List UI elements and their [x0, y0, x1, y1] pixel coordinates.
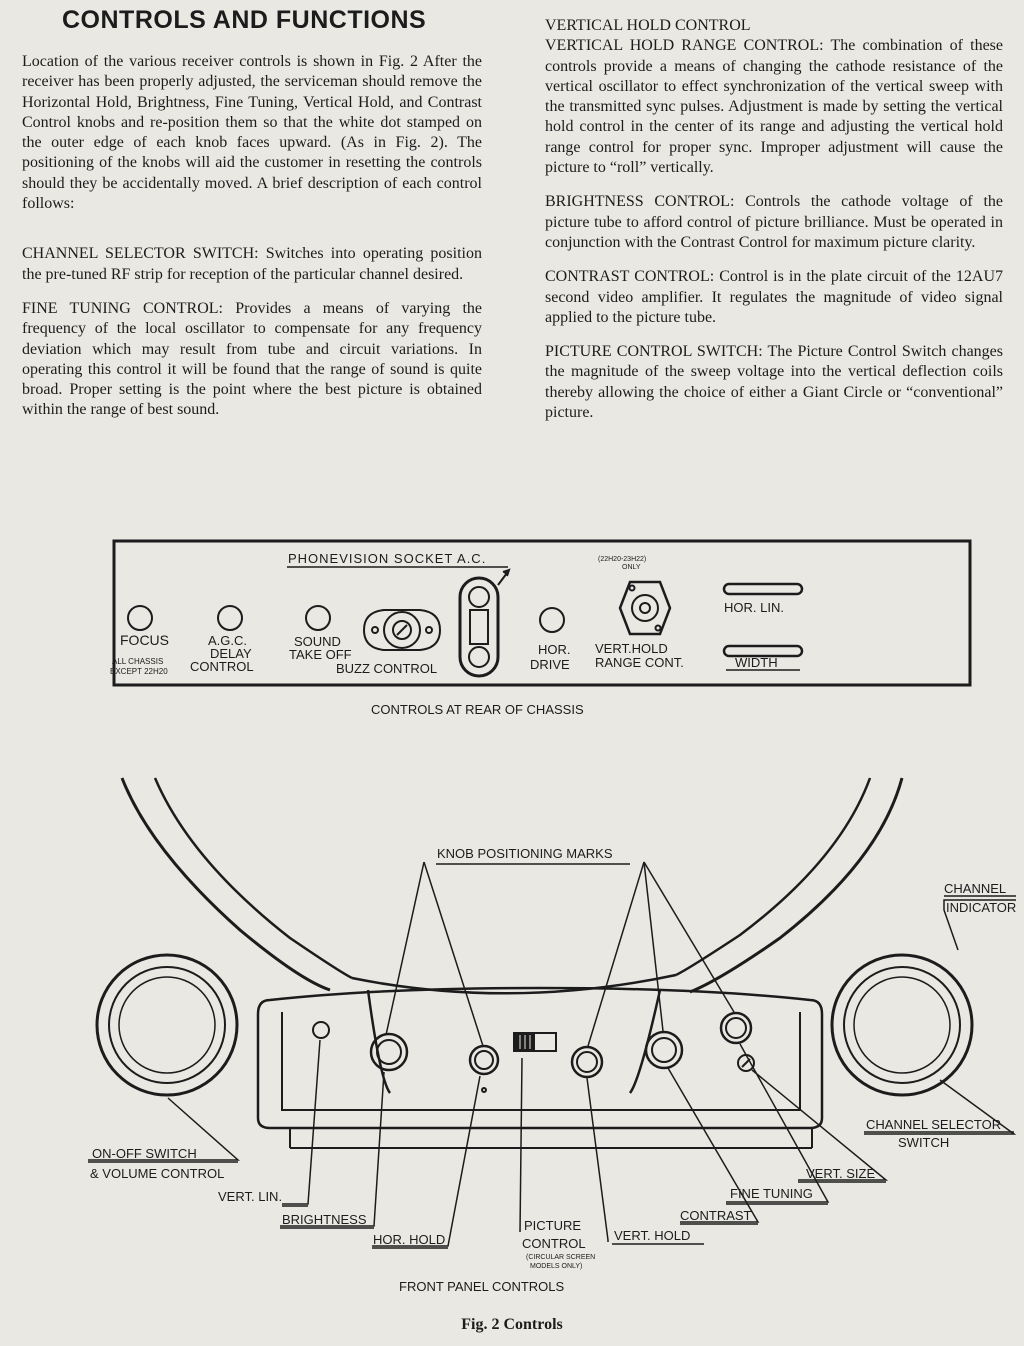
contrast-heading: CONTRAST CONTROL: — [545, 268, 715, 286]
all-chassis-label-2: EXCEPT 22H20 — [110, 667, 168, 676]
all-chassis-label: ALL CHASSIS — [112, 657, 164, 666]
vertical-hold-text: The combination of these controls provide a means of changing the cathode resistance of the vertical oscillator to effect synchronization of the vertical sweep with the transmitted sync pulses. Adjustment is made by setting the vertical hold control in the center of its range and adjusting the vertical hold range control for proper sync. Improper adjustment will cause the picture to “roll” vertically. — [545, 37, 1003, 177]
picture-switch-text: The Picture Control Switch changes the magnitude of the sweep voltage into the vertical deflection coils thereby allowing the choice of either a Giant Circle or “conventional” picture. — [545, 343, 1003, 422]
tube-outer-arc-left — [122, 778, 330, 990]
channel-indicator-label: CHANNEL — [944, 881, 1007, 896]
picture-switch-icon — [514, 1033, 556, 1051]
brightness-knob-inner-icon — [377, 1040, 401, 1064]
hor-drive-knob-icon — [540, 608, 564, 632]
hor-hold-knob-inner-icon — [475, 1051, 493, 1069]
only-note-label: (22H20-23H22) — [598, 556, 647, 563]
hor-drive-label: HOR. — [538, 642, 571, 657]
contrast-knob-inner-icon — [652, 1038, 676, 1062]
vert-hold-range-label: VERT.HOLD — [595, 641, 668, 656]
phonevision-label: PHONEVISION SOCKET A.C. — [288, 551, 487, 566]
vert-hold-label: VERT. HOLD — [614, 1228, 691, 1243]
picture-control-label-2: CONTROL — [522, 1236, 586, 1251]
vertical-hold-heading: VERTICAL HOLD CONTROL — [545, 17, 751, 34]
on-off-label: ON-OFF SWITCH — [92, 1146, 197, 1161]
sound-label-2: TAKE OFF — [289, 647, 352, 662]
contrast-label: CONTRAST — [680, 1208, 752, 1223]
fine-tuning-text: Provides a means of varying the frequency of the local oscillator to compensate for any frequency deviation which may result from tube and circuit variations. In operating this control it will be found that the range of sound is quite broad. Proper setting is the point where the best picture is obtained within the range of best sound. — [22, 299, 483, 419]
agc-label: A.G.C. — [208, 633, 248, 648]
channel-selector-label-2: SWITCH — [898, 1135, 950, 1150]
tube-outer-arc-right — [690, 778, 902, 992]
brightness-label: BRIGHTNESS — [282, 1212, 367, 1227]
picture-control-note-2: MODELS ONLY) — [530, 1263, 583, 1270]
vert-lin-label: VERT. LIN. — [218, 1189, 283, 1204]
picture-control-note: (CIRCULAR SCREEN — [526, 1254, 596, 1261]
channel-selector-text: Switches into operating position the pre-tuned RF strip for reception of the particular channel desired. — [22, 245, 482, 283]
hor-lin-slot-icon — [724, 584, 802, 594]
hor-drive-label-2: DRIVE — [530, 657, 570, 672]
phonevision-socket-icon — [460, 570, 509, 676]
vertical-hold-range-heading: VERTICAL HOLD RANGE CONTROL: — [545, 37, 824, 55]
tube-inner-arc-right — [676, 778, 870, 975]
sound-label: SOUND — [294, 634, 341, 649]
fine-tuning-label: FINE TUNING — [730, 1186, 813, 1201]
front-panel-caption: FRONT PANEL CONTROLS — [399, 1279, 565, 1294]
buzz-label: BUZZ CONTROL — [336, 661, 438, 676]
sound-knob-icon — [306, 606, 330, 630]
channel-selector-heading: CHANNEL SELECTOR SWITCH: — [22, 245, 259, 263]
vert-size-label: VERT. SIZE — [806, 1166, 876, 1181]
agc-knob-icon — [218, 606, 242, 630]
only-note-label-2: ONLY — [622, 564, 641, 571]
width-label: WIDTH — [735, 655, 778, 670]
picture-switch-heading: PICTURE CONTROL SWITCH: — [545, 343, 763, 361]
fine-tuning-heading: FINE TUNING CONTROL: — [22, 299, 224, 317]
vert-lin-knob-icon — [313, 1022, 329, 1038]
knob-mark-leaders — [386, 862, 734, 1046]
tube-inner-arc-left — [155, 778, 352, 978]
callout-leaders — [88, 1040, 1014, 1246]
hor-lin-label: HOR. LIN. — [724, 600, 784, 615]
fine-tuning-knob-inner-icon — [726, 1018, 746, 1038]
intro-paragraph: Location of the various receiver controls is shown in Fig. 2 After the receiver has been properly adjusted, the serviceman should remove the Horizontal Hold, Brightness, Fine Tuning, Vertical Hold, and Contrast Control knobs and re-position them so that the white dot stamped on the outer edge of each knob faces upward. (As in Fig. 2). The positioning of the knobs will aid the customer in resetting the controls should they be accidentally moved. A brief description of each control follows: — [22, 53, 482, 213]
channel-indicator-label-2: INDICATOR — [946, 900, 1017, 915]
hor-hold-label: HOR. HOLD — [373, 1232, 446, 1247]
rear-panel-caption: CONTROLS AT REAR OF CHASSIS — [371, 702, 584, 717]
page-title: CONTROLS AND FUNCTIONS — [62, 6, 427, 34]
picture-control-label: PICTURE — [524, 1218, 582, 1233]
focus-knob-icon — [128, 606, 152, 630]
vert-hold-knob-inner-icon — [577, 1052, 597, 1072]
on-off-label-2: & VOLUME CONTROL — [90, 1166, 225, 1181]
buzz-control-icon — [364, 610, 440, 650]
agc-label-3: CONTROL — [190, 659, 254, 674]
brightness-text: Controls the cathode voltage of the picture tube to afford control of picture brilliance. Must be operated in conjunction with the Contrast Control for maximum picture clarity. — [545, 193, 1003, 251]
volume-knob-icon — [97, 955, 237, 1095]
figure-caption: Fig. 2 Controls — [461, 1316, 563, 1333]
focus-label: FOCUS — [120, 632, 169, 648]
channel-selector-label: CHANNEL SELECTOR — [866, 1117, 1002, 1132]
vert-hold-range-label-2: RANGE CONT. — [595, 655, 684, 670]
tube-screen-left — [368, 990, 390, 1093]
knob-marks-label: KNOB POSITIONING MARKS — [437, 846, 613, 861]
brightness-heading: BRIGHTNESS CONTROL: — [545, 193, 735, 211]
channel-selector-knob-icon — [832, 955, 972, 1095]
agc-label-2: DELAY — [210, 646, 252, 661]
hor-hold-mark-icon — [482, 1088, 486, 1092]
vert-hold-range-icon — [620, 582, 670, 634]
front-panel-outline — [258, 988, 822, 1128]
contrast-text: Control is in the plate circuit of the 12AU7 second video amplifier. It regulates the magnitude of video signal applied to the picture tube. — [545, 268, 1004, 326]
